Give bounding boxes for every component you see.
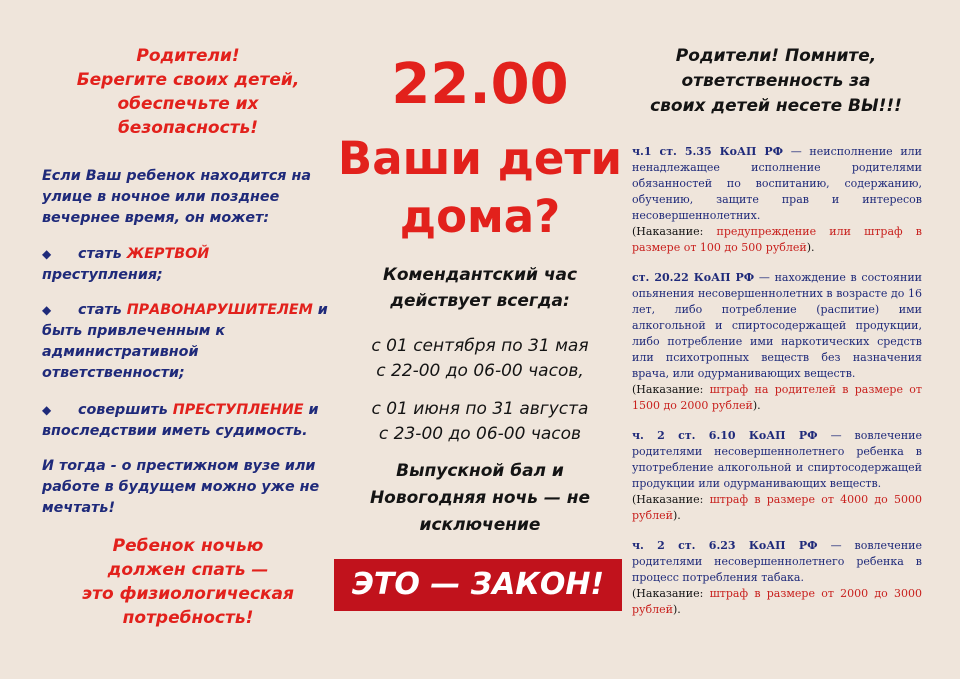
intro-line: вечернее время, он может: bbox=[42, 210, 270, 226]
curfew-time: 22.00 bbox=[391, 52, 569, 117]
period-summer: с 01 июня по 31 августа с 23-00 до 06-00 часов bbox=[371, 399, 589, 444]
intro-line: Если Ваш ребенок находится на bbox=[42, 168, 311, 184]
intro-line: улице в ночное или позднее bbox=[42, 189, 280, 205]
bullet-offender: ◆ стать ПРАВОНАРУШИТЕЛЕМ и быть привлеченным к административной ответственности; bbox=[42, 302, 328, 381]
diamond-bullet-icon: ◆ bbox=[42, 247, 52, 261]
right-heading: Родители! Помните, ответственность за своих детей несете ВЫ!!! bbox=[650, 46, 902, 116]
heading-line: Берегите своих детей, bbox=[76, 70, 300, 90]
then-text: И тогда - о престижном вузе или работе в будущем можно уже не мечтать! bbox=[42, 458, 320, 516]
heading-line: Родители! bbox=[136, 46, 240, 66]
emphasis-text: ПРЕСТУПЛЕНИЕ bbox=[172, 402, 304, 418]
penalty-text: предупреждение или штраф в размере от 100 до 500 рублей bbox=[632, 225, 922, 254]
penalty-text: штраф на родителей в размере от 1500 до 2000 рублей bbox=[632, 383, 922, 412]
article-ref: ст. 20.22 КоАП РФ bbox=[632, 271, 755, 284]
article-ref: ч. 2 ст. 6.23 КоАП РФ bbox=[632, 539, 818, 552]
law-banner: ЭТО — ЗАКОН! bbox=[334, 559, 622, 611]
penalty-text: штраф в размере от 2000 до 3000 рублей bbox=[632, 587, 922, 616]
bullet-victim: ◆ стать ЖЕРТВОЙ преступления; bbox=[42, 246, 210, 283]
bullet-crime: ◆ совершить ПРЕСТУПЛЕНИЕ и впоследствии иметь судимость. bbox=[42, 402, 319, 439]
penalty-text: штраф в размере от 4000 до 5000 рублей bbox=[632, 493, 922, 522]
heading-line: обеспечьте их bbox=[117, 94, 259, 114]
article-ref: ч.1 ст. 5.35 КоАП РФ bbox=[632, 145, 784, 158]
emphasis-text: ЖЕРТВОЙ bbox=[126, 246, 210, 262]
main-question: Ваши дети дома? bbox=[337, 132, 623, 243]
article-ref: ч. 2 ст. 6.10 КоАП РФ bbox=[632, 429, 818, 442]
left-heading bbox=[38, 44, 338, 140]
diamond-bullet-icon: ◆ bbox=[42, 303, 52, 317]
exception-text: Выпускной бал и Новогодняя ночь — не исключение bbox=[369, 461, 591, 535]
heading-line: безопасность! bbox=[117, 118, 259, 138]
left-footer: Ребенок ночью должен спать — это физиологическая потребность! bbox=[82, 536, 294, 628]
article-20-22: ст. 20.22 КоАП РФ — нахождение в состоянии опьянения несовершеннолетних в возрасте до 16 лет, либо потребление (распитие) ими алкогольной и спиртосодержащей продукции, либо потребление ими наркотических средств или психотропных веществ без назначения врача, или одурманивающих веществ. (Наказание: штраф на родителей в размере от 1500 до 2000 рублей). bbox=[632, 271, 922, 412]
article-6-23: ч. 2 ст. 6.23 КоАП РФ — вовлечение родителями несовершеннолетнего ребенка в процесс потребления табака. (Наказание: штраф в размере от 2000 до 3000 рублей). bbox=[632, 539, 922, 616]
intro-text bbox=[42, 166, 342, 229]
article-5-35: ч.1 ст. 5.35 КоАП РФ — неисполнение или ненадлежащее исполнение родителями обязанностей по воспитанию, содержанию, обучению, защите прав и интересов несовершеннолетних. (Наказание: предупреждение или штраф в размере от 100 до 500 рублей). bbox=[632, 145, 922, 254]
period-winter: с 01 сентября по 31 мая с 22-00 до 06-00 часов, bbox=[371, 336, 589, 381]
diamond-bullet-icon: ◆ bbox=[42, 403, 52, 417]
article-6-10: ч. 2 ст. 6.10 КоАП РФ — вовлечение родителями несовершеннолетнего ребенка в употребление алкогольной и спиртосодержащей продукции или одурманивающих веществ. (Наказание: штраф в размере от 4000 до 5000 рублей). bbox=[632, 429, 922, 522]
curfew-statement: Комендантский час действует всегда: bbox=[382, 265, 578, 311]
emphasis-text: ПРАВОНАРУШИТЕЛЕМ bbox=[126, 302, 313, 318]
